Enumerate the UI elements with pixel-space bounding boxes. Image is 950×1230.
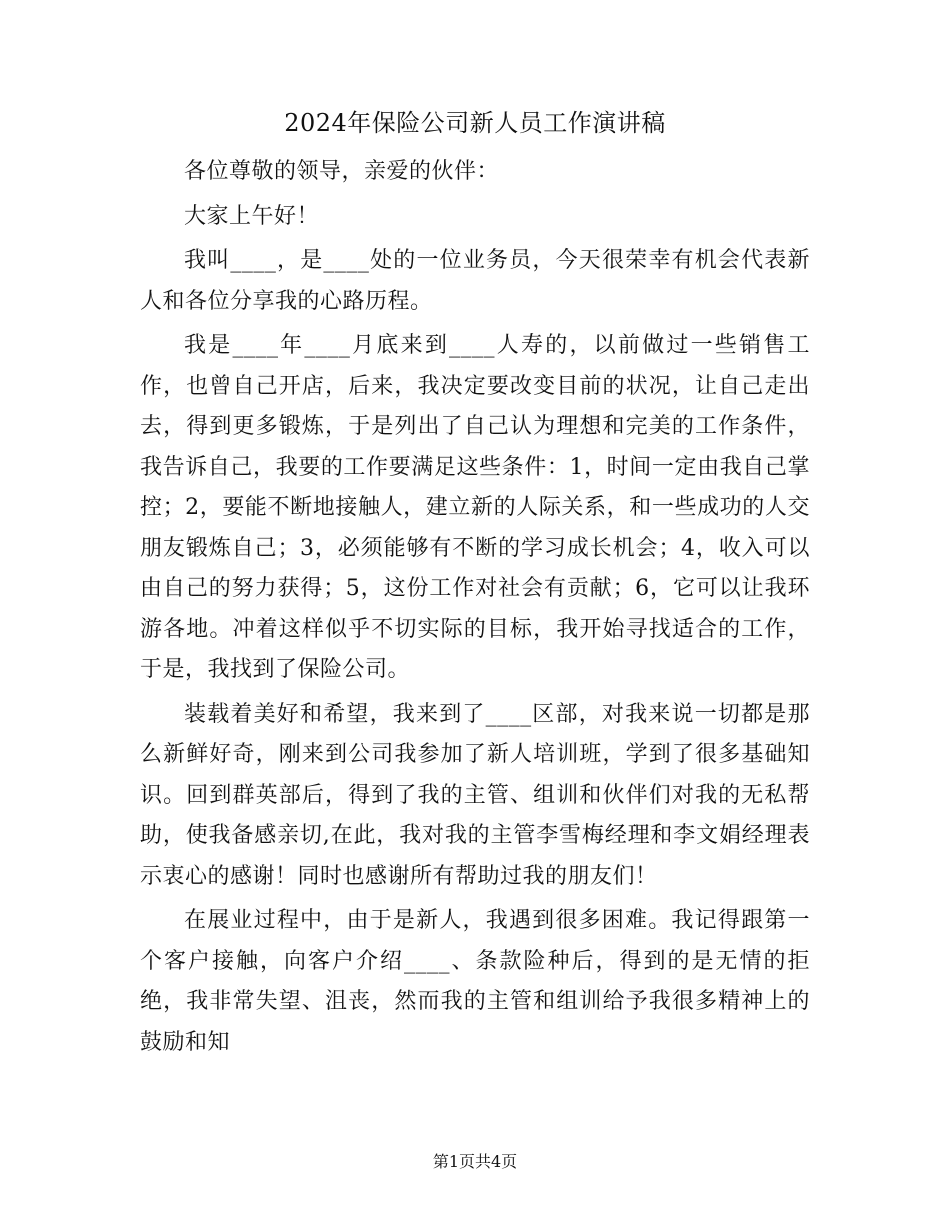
paragraph-challenges: 在展业过程中，由于是新人，我遇到很多困难。我记得跟第一个客户接触，向客户介绍____、条款险种后，得到的是无情的拒绝，我非常失望、沮丧，然而我的主管和组训给予我很多精神上的鼓励和知 <box>140 908 810 1055</box>
document-body <box>140 152 810 1067</box>
paragraph-background: 我是____年____月底来到____人寿的，以前做过一些销售工作，也曾自己开店，后来，我决定要改变目前的状况，让自己走出去，得到更多锻炼，于是列出了自己认为理想和完美的工作条件，我告诉自己，我要的工作要满足这些条件：1，时间一定由我自己掌控；2，要能不断地接触人，建立新的人际关系，和一些成功的人交朋友锻炼自己；3，必须能够有不断的学习成长机会；4，收入可以由自己的努力获得；5，这份工作对社会有贡献；6，它可以让我环游各地。冲着这样似乎不切实际的目标，我开始寻找适合的工作，于是，我找到了保险公司。 <box>140 333 810 682</box>
paragraph-greeting: 大家上午好！ <box>184 203 320 229</box>
paragraph-salutation: 各位尊敬的领导，亲爱的伙伴： <box>184 159 500 184</box>
paragraph-introduction: 我叫____，是____处的一位业务员，今天很荣幸有机会代表新人和各位分享我的心路历程。 <box>140 248 810 314</box>
page-number-footer: 第1页共4页 <box>432 1152 518 1171</box>
paragraph-joining: 装载着美好和希望，我来到了____区部，对我来说一切都是那么新鲜好奇，刚来到公司我参加了新人培训班，学到了很多基础知识。回到群英部后，得到了我的主管、组训和伙伴们对我的无私帮助，使我备感亲切,在此，我对我的主管李雪梅经理和李文娟经理表示衷心的感谢！同时也感谢所有帮助过我的朋友们！ <box>140 701 810 889</box>
document-title: 2024年保险公司新人员工作演讲稿 <box>284 109 666 137</box>
